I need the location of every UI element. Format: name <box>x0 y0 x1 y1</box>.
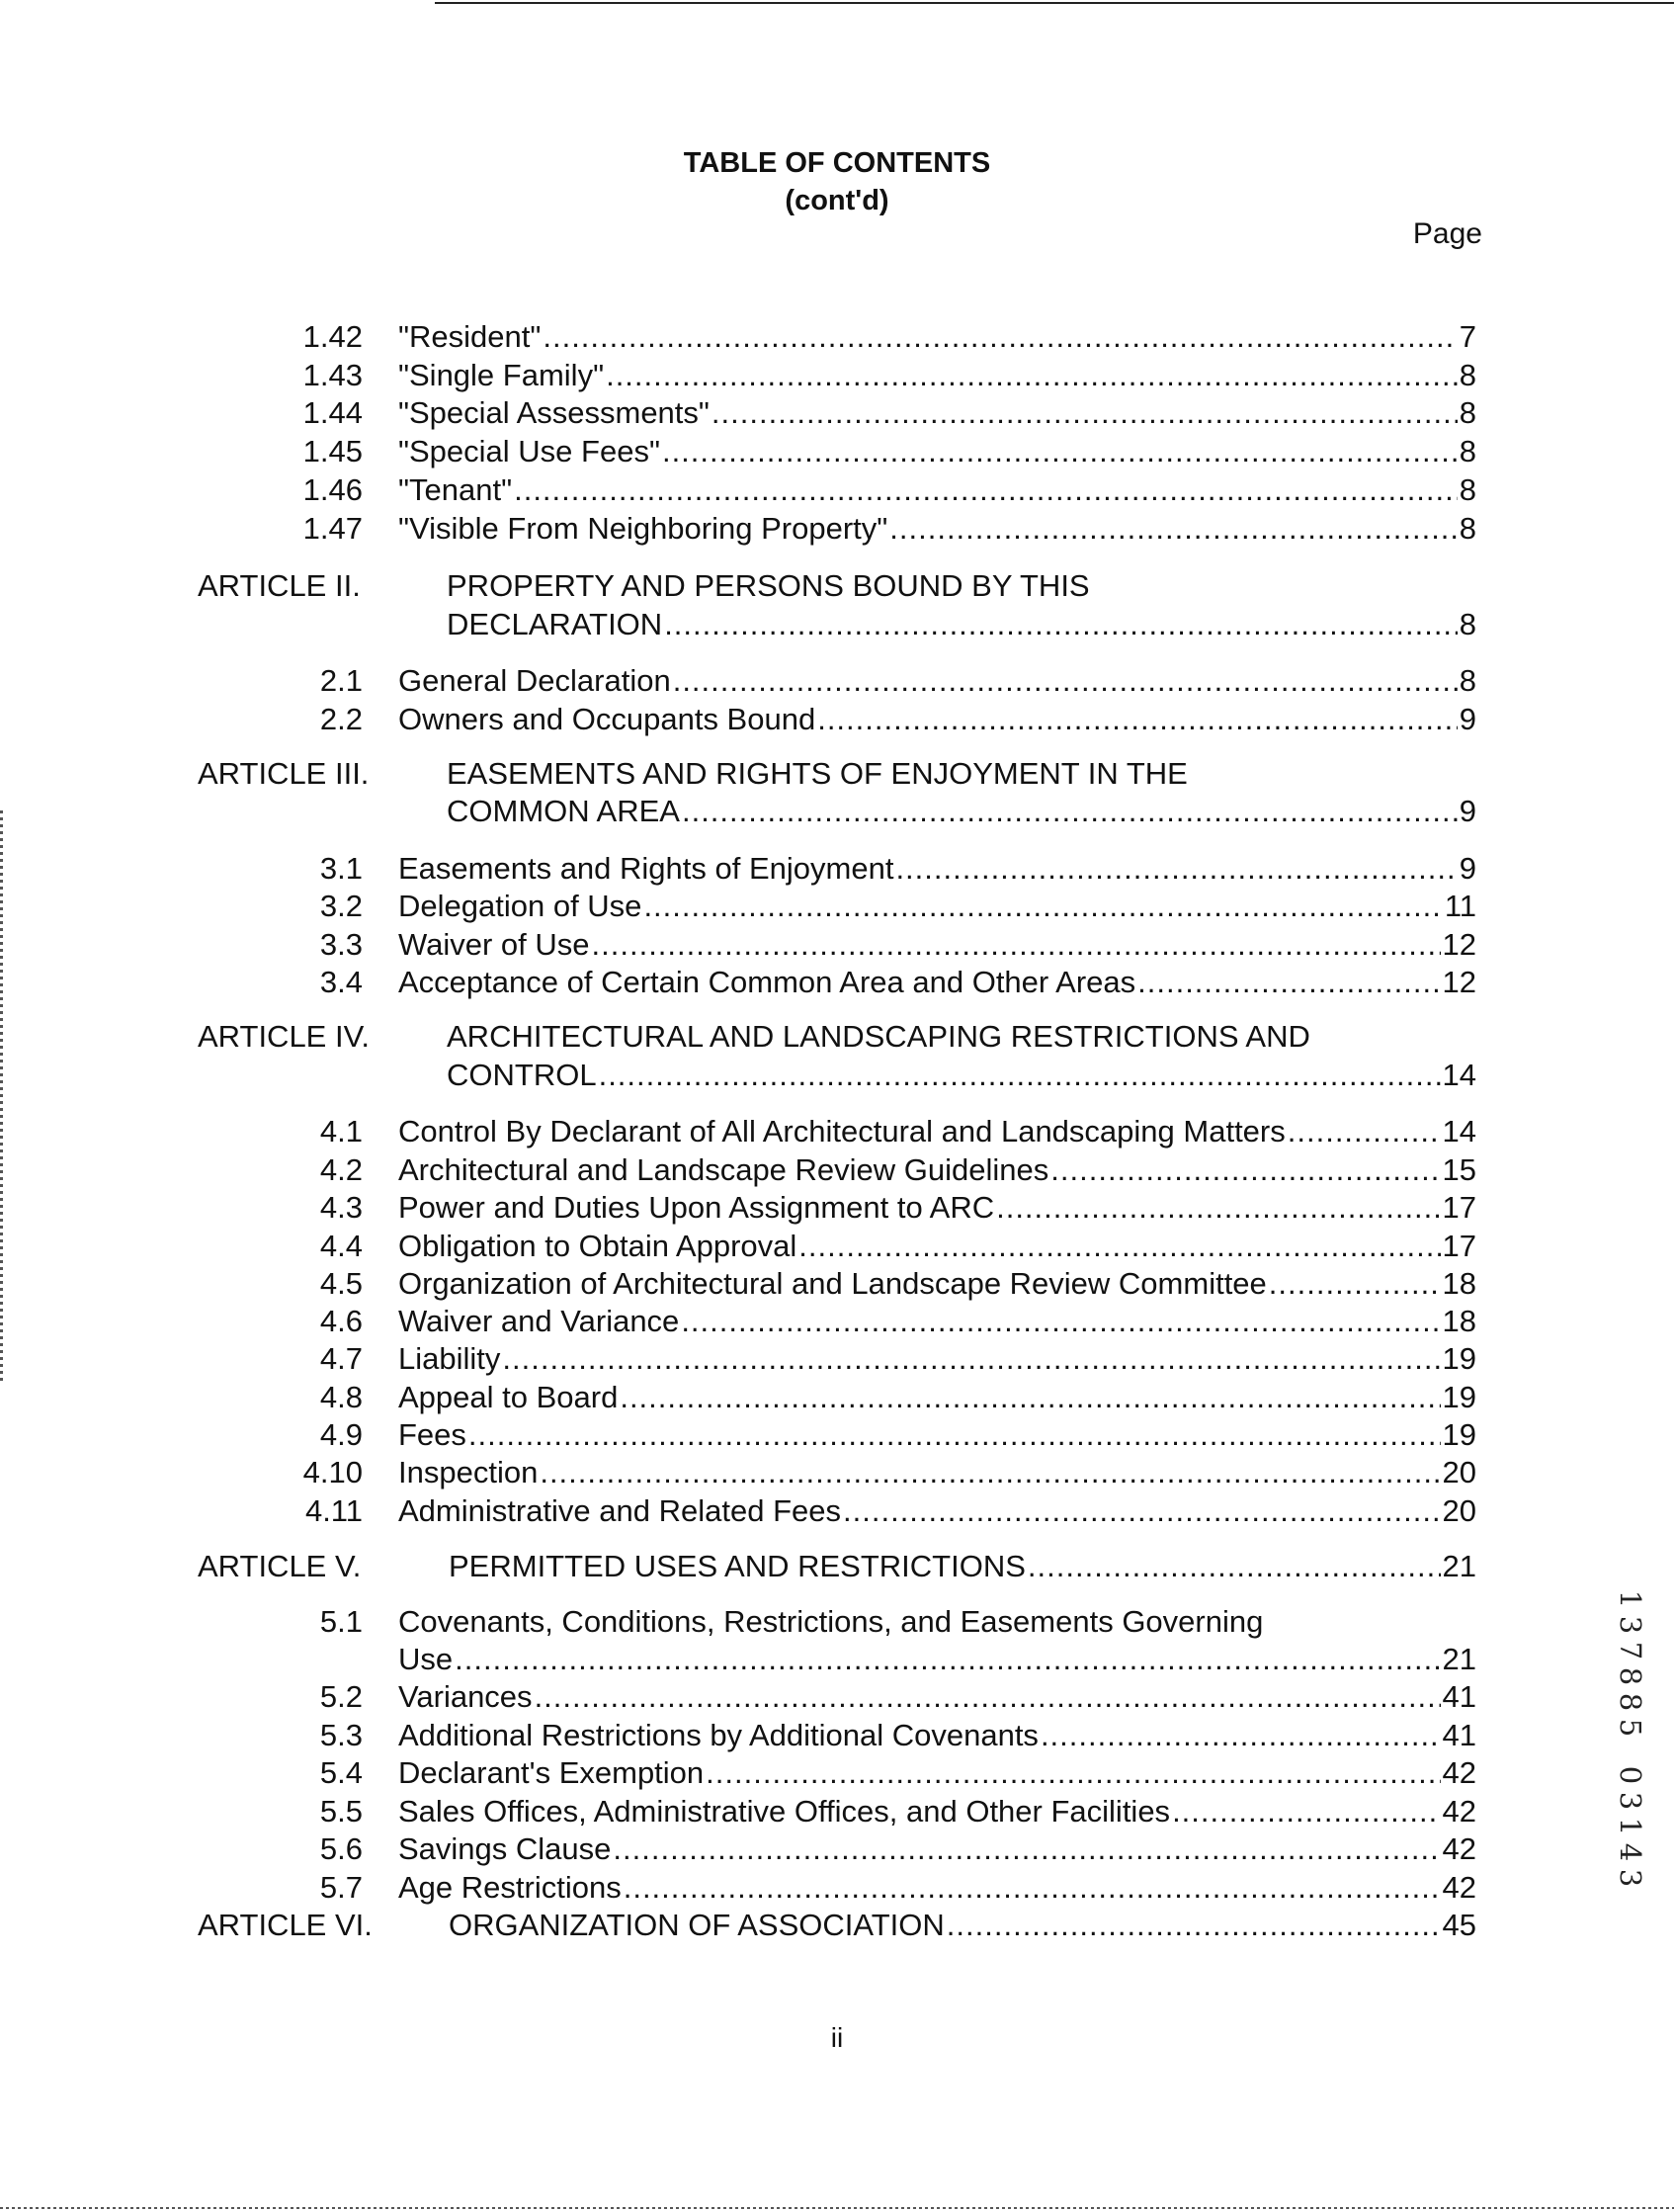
toc-entry-title: Owners and Occupants Bound <box>398 702 816 736</box>
toc-entry-page: 42 <box>1442 1870 1476 1905</box>
toc-entry[interactable] <box>0 1228 1674 1265</box>
toc-entry[interactable] <box>0 701 1674 738</box>
toc-section-number: 5.3 <box>319 1718 363 1752</box>
dot-leader <box>592 926 1441 964</box>
page-column-heading: Page <box>1412 217 1482 250</box>
bottom-edge-marks <box>0 2207 1674 2209</box>
toc-entry-page: 18 <box>1442 1304 1476 1338</box>
dot-leader <box>1137 964 1440 1001</box>
toc-entry[interactable] <box>0 1641 1674 1678</box>
toc-leader-line <box>398 1492 1476 1530</box>
toc-entry-title: CONTROL <box>447 1058 597 1092</box>
toc-entry-page: 8 <box>1459 434 1476 468</box>
toc-entry[interactable] <box>0 1303 1674 1340</box>
dot-leader <box>895 850 1457 888</box>
toc-leader-line <box>398 926 1476 964</box>
toc-entry[interactable] <box>0 1869 1674 1907</box>
toc-entry-title: Easements and Rights of Enjoyment <box>398 851 894 886</box>
toc-section-number: 2.2 <box>319 702 363 736</box>
toc-section-number: 5.1 <box>319 1604 363 1639</box>
toc-entry-title-line1: PROPERTY AND PERSONS BOUND BY THIS <box>447 568 1090 603</box>
toc-section-number: 4.2 <box>319 1152 363 1187</box>
dot-leader <box>1172 1793 1440 1830</box>
toc-entry-title: Inspection <box>398 1455 539 1489</box>
toc-entry[interactable] <box>0 1189 1674 1227</box>
toc-leader-line <box>398 1265 1476 1303</box>
stamp-digit: 0 <box>1614 1765 1647 1785</box>
toc-section-number: 3.3 <box>319 927 363 962</box>
toc-entry-page: 15 <box>1442 1152 1476 1187</box>
toc-section-number: 4.9 <box>319 1417 363 1452</box>
dot-leader <box>673 662 1458 700</box>
dot-leader <box>1288 1113 1441 1150</box>
toc-entry[interactable] <box>0 1265 1674 1303</box>
toc-entry-page: 41 <box>1442 1718 1476 1752</box>
toc-entry-page: 8 <box>1459 472 1476 507</box>
toc-leader-line <box>398 1189 1476 1227</box>
toc-entry[interactable] <box>0 510 1674 548</box>
dot-leader <box>1269 1265 1441 1303</box>
toc-entry[interactable] <box>0 1113 1674 1150</box>
toc-entry-page: 8 <box>1459 607 1476 641</box>
toc-entry-page: 19 <box>1442 1380 1476 1414</box>
toc-leader-line <box>398 1678 1476 1716</box>
toc-entry[interactable] <box>0 1379 1674 1416</box>
dot-leader <box>502 1340 1440 1378</box>
toc-section-number: 1.45 <box>302 434 363 468</box>
toc-entry-page: 42 <box>1442 1755 1476 1790</box>
toc-entry[interactable] <box>0 1057 1674 1094</box>
toc-entry[interactable] <box>0 433 1674 470</box>
dot-leader <box>1028 1548 1441 1585</box>
toc-entry-page: 20 <box>1442 1455 1476 1489</box>
toc-entry-title: Control By Declarant of All Architectural and Landscaping Matters <box>398 1114 1286 1149</box>
toc-leader-line <box>398 1830 1476 1868</box>
toc-entry-title: Sales Offices, Administrative Offices, and Other Facilities <box>398 1794 1171 1829</box>
toc-entry-title: Obligation to Obtain Approval <box>398 1229 797 1263</box>
dot-leader <box>455 1641 1440 1678</box>
toc-leader-line <box>398 850 1476 888</box>
toc-entry-page: 19 <box>1442 1417 1476 1452</box>
recording-number-stamp <box>1611 1586 1650 1891</box>
dot-leader <box>606 357 1458 394</box>
toc-entry[interactable] <box>0 1151 1674 1189</box>
dot-leader <box>706 1754 1440 1792</box>
toc-entry-title: Variances <box>398 1679 533 1714</box>
toc-entry-page: 11 <box>1444 889 1476 923</box>
stamp-digit: 1 <box>1614 1817 1647 1836</box>
dot-leader <box>996 1189 1440 1227</box>
dot-leader <box>1050 1151 1440 1189</box>
toc-entry[interactable] <box>0 394 1674 432</box>
dot-leader <box>798 1228 1440 1265</box>
toc-leader-line <box>447 1057 1476 1094</box>
stamp-digit: 4 <box>1614 1842 1647 1862</box>
toc-section-number: 1.46 <box>302 472 363 507</box>
toc-leader-line <box>398 318 1476 356</box>
toc-entry-title: Organization of Architectural and Landscape Review Committee <box>398 1266 1267 1301</box>
toc-section-number: 1.42 <box>302 319 363 354</box>
toc-entry-title: DECLARATION <box>447 607 663 641</box>
toc-entry[interactable] <box>0 793 1674 830</box>
toc-section-number: 5.6 <box>319 1831 363 1866</box>
toc-entry[interactable] <box>0 850 1674 888</box>
stamp-digit: 3 <box>1614 1868 1647 1888</box>
toc-entry[interactable] <box>0 1907 1674 1944</box>
toc-section-number: 4.4 <box>319 1229 363 1263</box>
toc-entry[interactable] <box>0 1717 1674 1754</box>
toc-section-number: 1.44 <box>302 395 363 430</box>
toc-entry-page: 8 <box>1459 395 1476 430</box>
dot-leader <box>643 888 1442 925</box>
stamp-digit: 8 <box>1614 1666 1647 1686</box>
toc-section-number: 3.1 <box>319 851 363 886</box>
dot-leader <box>468 1416 1441 1454</box>
toc-section-number: 3.4 <box>319 965 363 999</box>
stamp-digit: 5 <box>1614 1718 1647 1738</box>
toc-entry-title-line1: ARCHITECTURAL AND LANDSCAPING RESTRICTIONS AND <box>447 1019 1310 1054</box>
toc-section-number: 4.1 <box>319 1114 363 1149</box>
toc-entry-title: Use <box>398 1642 454 1676</box>
toc-entry-page: 8 <box>1459 663 1476 698</box>
toc-section-number: 4.10 <box>302 1455 363 1489</box>
toc-entry-title: "Special Use Fees" <box>398 434 660 468</box>
dot-leader <box>620 1379 1440 1416</box>
toc-subtitle: (cont'd) <box>785 185 889 216</box>
stamp-digit: 7 <box>1614 1641 1647 1660</box>
toc-section-number: 4.7 <box>319 1341 363 1376</box>
toc-entry[interactable] <box>0 1548 1674 1585</box>
toc-entry-page: 14 <box>1442 1058 1476 1092</box>
toc-section-number: 5.2 <box>319 1679 363 1714</box>
toc-leader-line <box>398 1869 1476 1907</box>
toc-entry-page: 18 <box>1442 1266 1476 1301</box>
toc-entry-title: Savings Clause <box>398 1831 612 1866</box>
toc-entry-title-line1: EASEMENTS AND RIGHTS OF ENJOYMENT IN THE <box>447 756 1188 791</box>
toc-leader-line <box>398 964 1476 1001</box>
toc-entry-title: Fees <box>398 1417 466 1452</box>
dot-leader <box>682 793 1458 830</box>
toc-leader-line <box>398 1454 1476 1491</box>
toc-leader-line <box>398 471 1476 509</box>
dot-leader <box>613 1830 1440 1868</box>
toc-leader-line <box>398 510 1476 548</box>
toc-entry-title: "Single Family" <box>398 358 605 392</box>
toc-entry-page: 42 <box>1442 1794 1476 1829</box>
toc-section-number: 4.3 <box>319 1190 363 1225</box>
dot-leader <box>711 394 1458 432</box>
toc-leader-line <box>398 888 1476 925</box>
toc-entry-page: 9 <box>1459 794 1476 828</box>
toc-entry-page: 21 <box>1442 1549 1476 1583</box>
toc-entry-page: 19 <box>1442 1341 1476 1376</box>
toc-entry[interactable] <box>0 471 1674 509</box>
toc-article-label: ARTICLE VI. <box>198 1908 373 1942</box>
toc-entry-page: 42 <box>1442 1831 1476 1866</box>
toc-entry-page: 9 <box>1459 702 1476 736</box>
toc-leader-line <box>398 1641 1476 1678</box>
toc-section-number: 4.8 <box>319 1380 363 1414</box>
toc-entry-title: Architectural and Landscape Review Guidelines <box>398 1152 1049 1187</box>
stamp-digit: 8 <box>1614 1692 1647 1712</box>
toc-section-number: 5.4 <box>319 1755 363 1790</box>
toc-article-label: ARTICLE II. <box>198 568 361 603</box>
toc-section-number-row <box>0 1603 1674 1641</box>
toc-entry-page: 17 <box>1442 1190 1476 1225</box>
toc-entry-title: Acceptance of Certain Common Area and Other Areas <box>398 965 1136 999</box>
toc-title: TABLE OF CONTENTS <box>683 147 991 179</box>
toc-entry[interactable] <box>0 606 1674 643</box>
toc-entry-title: "Resident" <box>398 319 542 354</box>
toc-entry-page: 14 <box>1442 1114 1476 1149</box>
toc-entry[interactable] <box>0 1678 1674 1716</box>
toc-entry-title: Administrative and Related Fees <box>398 1493 842 1528</box>
toc-entry-title: COMMON AREA <box>447 794 680 828</box>
toc-article-label-row <box>0 1018 1674 1056</box>
toc-leader-line <box>398 1416 1476 1454</box>
dot-leader <box>599 1057 1441 1094</box>
toc-section-number: 2.1 <box>319 663 363 698</box>
toc-entry-title: "Tenant" <box>398 472 513 507</box>
toc-section-number: 4.11 <box>304 1493 363 1528</box>
toc-entry-title: Waiver of Use <box>398 927 590 962</box>
toc-leader-line <box>398 1717 1476 1754</box>
toc-article-label: ARTICLE III. <box>198 756 370 791</box>
toc-leader-line <box>447 606 1476 643</box>
dot-leader <box>543 318 1457 356</box>
toc-entry[interactable] <box>0 1416 1674 1454</box>
toc-section-number: 3.2 <box>319 889 363 923</box>
toc-entry-title: ORGANIZATION OF ASSOCIATION <box>449 1908 945 1942</box>
toc-entry-page: 8 <box>1459 511 1476 546</box>
toc-leader-line <box>398 1228 1476 1265</box>
toc-entry-title: Waiver and Variance <box>398 1304 680 1338</box>
toc-entry[interactable] <box>0 1340 1674 1378</box>
toc-entry-title: Declarant's Exemption <box>398 1755 705 1790</box>
toc-entry[interactable] <box>0 1754 1674 1792</box>
dot-leader <box>889 510 1457 548</box>
toc-entry-page: 12 <box>1442 965 1476 999</box>
toc-leader-line <box>447 793 1476 830</box>
toc-leader-line <box>398 1303 1476 1340</box>
toc-entry-page: 41 <box>1442 1679 1476 1714</box>
dot-leader <box>1041 1717 1441 1754</box>
toc-article-label-row <box>0 755 1674 793</box>
toc-entry[interactable] <box>0 662 1674 700</box>
footer-page-number: ii <box>830 2022 844 2053</box>
toc-entry-page: 9 <box>1459 851 1476 886</box>
toc-entry-title: Power and Duties Upon Assignment to ARC <box>398 1190 995 1225</box>
stamp-digit: 3 <box>1614 1615 1647 1635</box>
toc-entry-title: Age Restrictions <box>398 1870 622 1905</box>
toc-article-label: ARTICLE V. <box>198 1549 362 1583</box>
toc-section-number: 1.43 <box>302 358 363 392</box>
toc-section-number: 5.5 <box>319 1794 363 1829</box>
toc-section-number: 4.5 <box>319 1266 363 1301</box>
toc-leader-line <box>398 1793 1476 1830</box>
dot-leader <box>843 1492 1441 1530</box>
toc-entry[interactable] <box>0 318 1674 356</box>
toc-leader-line <box>398 701 1476 738</box>
toc-leader-line <box>398 357 1476 394</box>
toc-leader-line <box>398 433 1476 470</box>
toc-entry[interactable] <box>0 888 1674 925</box>
toc-entry-title: PERMITTED USES AND RESTRICTIONS <box>449 1549 1026 1583</box>
toc-leader-line <box>398 1113 1476 1150</box>
dot-leader <box>514 471 1458 509</box>
toc-entry-page: 8 <box>1459 358 1476 392</box>
toc-entry[interactable] <box>0 1454 1674 1491</box>
toc-entry-title: Delegation of Use <box>398 889 642 923</box>
toc-entry-page: 12 <box>1442 927 1476 962</box>
toc-entry[interactable] <box>0 1830 1674 1868</box>
toc-leader-line <box>449 1548 1476 1585</box>
toc-article-label: ARTICLE IV. <box>198 1019 371 1054</box>
dot-leader <box>540 1454 1440 1491</box>
toc-leader-line <box>398 1340 1476 1378</box>
toc-section-number: 1.47 <box>302 511 363 546</box>
toc-section-number: 4.6 <box>319 1304 363 1338</box>
toc-entry-title: "Special Assessments" <box>398 395 710 430</box>
toc-section-number: 5.7 <box>319 1870 363 1905</box>
toc-leader-line <box>398 1151 1476 1189</box>
toc-leader-line <box>449 1907 1476 1944</box>
dot-leader <box>817 701 1458 738</box>
dot-leader <box>624 1869 1441 1907</box>
toc-entry-title: Additional Restrictions by Additional Covenants <box>398 1718 1039 1752</box>
toc-leader-line <box>398 1754 1476 1792</box>
toc-entry-page: 21 <box>1442 1642 1476 1676</box>
toc-entry[interactable] <box>0 1492 1674 1530</box>
toc-entry-page: 17 <box>1442 1229 1476 1263</box>
toc-entry-page: 45 <box>1442 1908 1476 1942</box>
toc-entry-page: 20 <box>1442 1493 1476 1528</box>
toc-entry[interactable] <box>0 357 1674 394</box>
toc-entry-title: "Visible From Neighboring Property" <box>398 511 888 546</box>
dot-leader <box>535 1678 1441 1716</box>
top-rule <box>435 2 1674 4</box>
toc-article-label-row <box>0 567 1674 605</box>
toc-entry[interactable] <box>0 964 1674 1001</box>
toc-entry[interactable] <box>0 1793 1674 1830</box>
dot-leader <box>662 433 1458 470</box>
toc-entry-title: Liability <box>398 1341 501 1376</box>
dot-leader <box>947 1907 1441 1944</box>
stamp-digit: 3 <box>1614 1791 1647 1811</box>
toc-leader-line <box>398 394 1476 432</box>
toc-entry-page: 7 <box>1459 319 1476 354</box>
toc-entry-title-line1: Covenants, Conditions, Restrictions, and Easements Governing <box>398 1604 1264 1639</box>
toc-entry-title: Appeal to Board <box>398 1380 619 1414</box>
stamp-digit: 1 <box>1614 1589 1647 1609</box>
toc-entry-title: General Declaration <box>398 663 671 698</box>
dot-leader <box>664 606 1458 643</box>
toc-leader-line <box>398 662 1476 700</box>
toc-leader-line <box>398 1379 1476 1416</box>
dot-leader <box>681 1303 1440 1340</box>
toc-entry[interactable] <box>0 926 1674 964</box>
